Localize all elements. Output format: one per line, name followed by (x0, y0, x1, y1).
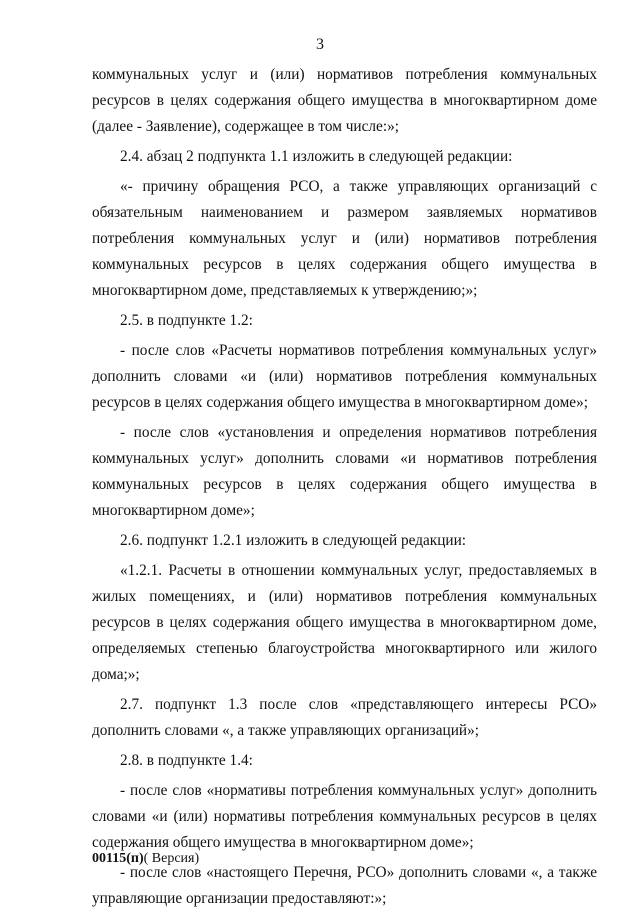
document-version: ( Версия) (143, 851, 200, 866)
paragraph-2-5-item-2: - после слов «установления и определения нормативов потребления коммунальных услуг» дополнить словами «и нормативов потребления коммунальных ресурсов в целях содержания общего имущества в многоквартирном доме»; (92, 424, 597, 519)
page-number: 3 (316, 36, 324, 53)
paragraph-2-5-item-1: - после слов «Расчеты нормативов потребления коммунальных услуг» дополнить словами «и (или) нормативов потребления коммунальных ресурсов в целях содержания общего имущества в многоквартирном доме»; (92, 342, 597, 411)
paragraph-1-2-1-quote: «1.2.1. Расчеты в отношении коммунальных услуг, предоставляемых в жилых помещениях, и (или) нормативов потребления коммунальных ресурсов в целях содержания общего имущества в многоквартирном доме, определяемых степенью благоустройства многоквартирного или жилого дома;»; (92, 562, 597, 683)
paragraph-reason-quote: «- причину обращения РСО, а также управляющих организаций с обязательным наименованием и размером заявляемых нормативов потребления коммунальных услуг и (или) нормативов потребления коммунальных ресурсов в целях содержания общего имущества в многоквартирном доме, представляемых к утверждению;»; (92, 178, 597, 299)
document-code: 00115(п) (92, 851, 144, 866)
paragraph-2-5: 2.5. в подпункте 1.2: (120, 312, 253, 329)
paragraph-2-4: 2.4. абзац 2 подпункта 1.1 изложить в следующей редакции: (120, 148, 513, 165)
paragraph-continuation: коммунальных услуг и (или) нормативов потребления коммунальных ресурсов в целях содержания общего имущества в многоквартирном доме (далее - Заявление), содержащее в том числе:»; (92, 66, 597, 135)
document-footer (92, 851, 199, 867)
paragraph-2-6: 2.6. подпункт 1.2.1 изложить в следующей редакции: (120, 532, 467, 549)
paragraph-2-8-item-1: - после слов «нормативы потребления коммунальных услуг» дополнить словами «и (или) нормативы потребления коммунальных ресурсов в целях содержания общего имущества в многоквартирном доме»; (92, 782, 597, 851)
paragraph-2-8-item-2: - после слов «настоящего Перечня, РСО» дополнить словами «, а также управляющие организации предоставляют:»; (92, 864, 597, 907)
paragraph-2-8: 2.8. в подпункте 1.4: (120, 752, 253, 769)
paragraph-2-7: 2.7. подпункт 1.3 после слов «представляющего интересы РСО» дополнить словами «, а также управляющих организаций»; (92, 696, 597, 739)
document-body (92, 62, 597, 916)
